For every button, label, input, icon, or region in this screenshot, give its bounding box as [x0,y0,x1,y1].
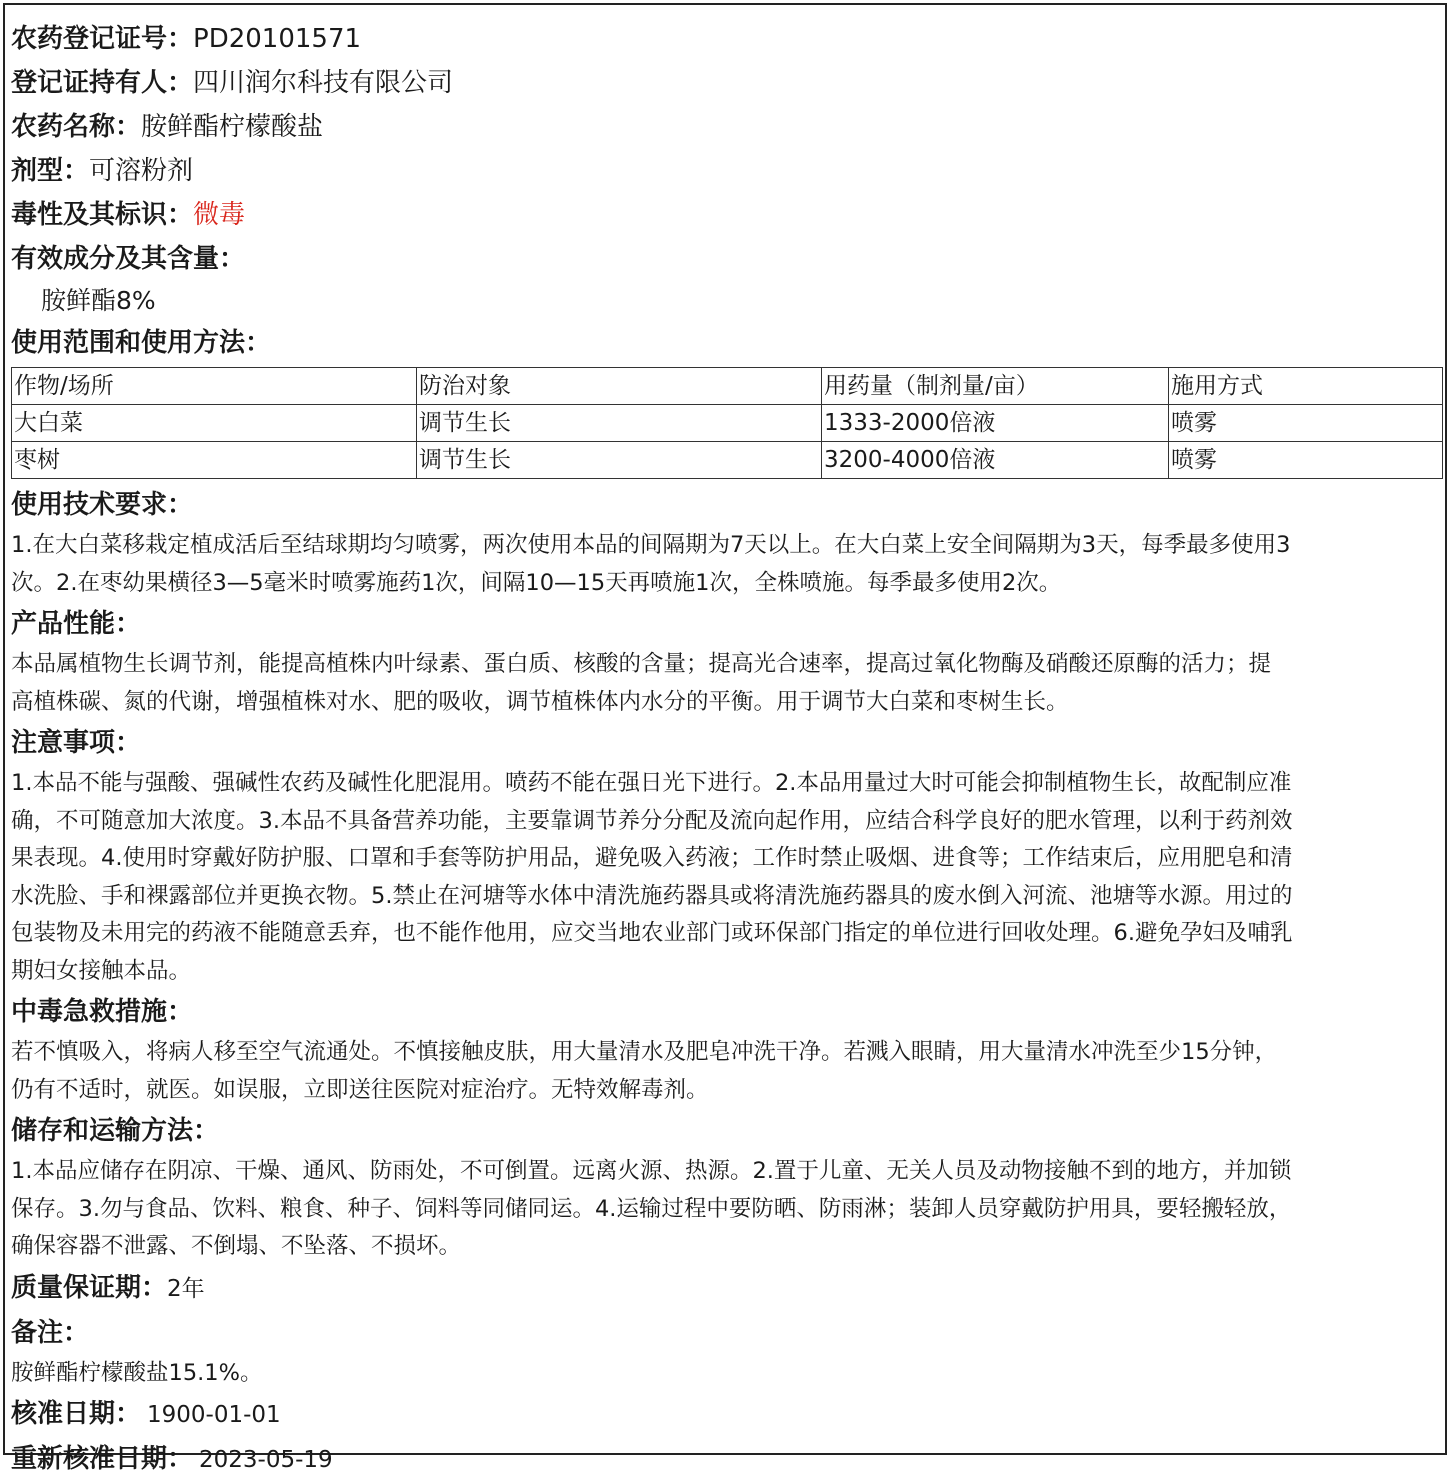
remarks-heading: 备注： [11,1317,90,1348]
certificate-holder-value: 四川润尔科技有限公司 [193,68,454,98]
storage-text [11,1153,1439,1266]
performance-heading: 产品性能： [11,609,142,639]
pesticide-name-row [11,105,1439,149]
usage-cell-dosage: 1333-2000倍液 [822,405,1169,442]
text-line: 若不慎吸入，将病人移至空气流通处。不慎接触皮肤，用大量清水及肥皂冲洗干净。若溅入眼睛，用大量清水冲洗至少15分钟， [11,1039,1278,1065]
usage-heading: 使用范围和使用方法： [11,328,272,358]
shelf-life-label: 质量保证期： [11,1272,168,1303]
formulation-row [11,149,1439,193]
usage-header-dosage: 用药量（制剂量/亩） [822,368,1169,405]
performance-text [11,646,1439,721]
certificate-holder-row [11,61,1439,105]
precautions-text [11,765,1439,990]
pesticide-name-value: 胺鲜酯柠檬酸盐 [141,112,324,142]
storage-heading: 储存和运输方法： [11,1116,220,1146]
usage-header-crop: 作物/场所 [12,368,417,405]
first-aid-heading: 中毒急救措施： [11,997,194,1027]
usage-cell-crop: 枣树 [12,442,417,479]
usage-cell-method: 喷雾 [1169,442,1443,479]
formulation-value: 可溶粉剂 [89,156,194,186]
approval-date-label: 核准日期： [11,1399,142,1429]
reapproval-date-value: 2023-05-19 [199,1447,333,1473]
text-line: 确保容器不泄露、不倒塌、不坠落、不损坏。 [11,1233,462,1259]
toxicity-value: 微毒 [193,200,246,230]
usage-cell-target: 调节生长 [417,405,822,442]
approval-date-row [11,1392,1439,1437]
text-line: 1.在大白菜移栽定植成活后至结球期均匀喷雾，两次使用本品的间隔期为7天以上。在大白菜上安全间隔期为3天，每季最多使用3 [11,532,1291,558]
first-aid-text [11,1034,1439,1109]
shelf-life-row [11,1266,1439,1311]
text-line: 保存。3.勿与食品、饮料、粮食、种子、饲料等同储同运。4.运输过程中要防晒、防雨淋；装卸人员穿戴防护用具，要轻搬轻放， [11,1195,1292,1222]
toxicity-label: 毒性及其标识： [11,200,194,230]
usage-header-target: 防治对象 [417,368,822,405]
table-row [12,442,1443,479]
reapproval-date-row [11,1437,1439,1482]
formulation-label: 剂型： [11,156,90,186]
text-line: 1.本品不能与强酸、强碱性农药及碱性化肥混用。喷药不能在强日光下进行。2.本品用量过大时可能会抑制植物生长，故配制应准 [11,770,1292,796]
table-row [12,405,1443,442]
technical-requirements-text [11,527,1439,602]
text-line: 高植株碳、氮的代谢，增强植株对水、肥的吸收，调节植株体内水分的平衡。用于调节大白菜和枣树生长。 [11,688,1069,715]
pesticide-registration-document [3,3,1447,1474]
usage-header-method: 施用方式 [1169,368,1443,405]
approval-date-value: 1900-01-01 [147,1402,281,1428]
text-line: 仍有不适时，就医。如误服，立即送往医院对症治疗。无特效解毒剂。 [11,1076,709,1103]
ingredients-heading: 有效成分及其含量： [11,244,246,274]
certificate-holder-label: 登记证持有人： [11,68,194,98]
registration-number-label: 农药登记证号： [11,24,194,54]
usage-table-header-row [12,368,1443,405]
usage-table [11,367,1443,479]
registration-number-row [11,17,1439,61]
registration-number-value: PD20101571 [193,24,362,54]
text-line: 水洗脸、手和裸露部位并更换衣物。5.禁止在河塘等水体中清洗施药器具或将清洗施药器具的废水倒入河流、池塘等水源。用过的 [11,882,1293,909]
text-line: 次。2.在枣幼果横径3—5毫米时喷雾施药1次，间隔10—15天再喷施1次，全株喷施。每季最多使用2次。 [11,569,1062,596]
text-line: 果表现。4.使用时穿戴好防护服、口罩和手套等防护用品，避免吸入药液；工作时禁止吸烟、进食等；工作结束后，应用肥皂和清 [11,845,1293,871]
pesticide-name-label: 农药名称： [11,112,142,142]
text-line: 期妇女接触本品。 [11,957,192,984]
text-line: 确，不可随意加大浓度。3.本品不具备营养功能，主要靠调节养分分配及流向起作用，应结合科学良好的肥水管理，以利于药剂效 [11,807,1293,834]
remarks-text: 胺鲜酯柠檬酸盐15.1%。 [11,1359,263,1386]
toxicity-row [11,193,1439,237]
reapproval-date-label: 重新核准日期： [11,1444,194,1474]
technical-requirements-heading: 使用技术要求： [11,490,194,520]
text-line: 1.本品应储存在阴凉、干燥、通风、防雨处，不可倒置。远离火源、热源。2.置于儿童、无关人员及动物接触不到的地方，并加锁 [11,1158,1292,1184]
precautions-heading: 注意事项： [11,728,142,758]
shelf-life-value: 2年 [167,1275,205,1302]
usage-cell-method: 喷雾 [1169,405,1443,442]
usage-cell-dosage: 3200-4000倍液 [822,442,1169,479]
usage-cell-crop: 大白菜 [12,405,417,442]
text-line: 本品属植物生长调节剂，能提高植株内叶绿素、蛋白质、核酸的含量；提高光合速率，提高过氧化物酶及硝酸还原酶的活力；提 [11,651,1272,677]
text-line: 包装物及未用完的药液不能随意丢弃，也不能作他用，应交当地农业部门或环保部门指定的单位进行回收处理。6.避免孕妇及哺乳 [11,920,1293,946]
ingredients-value: 胺鲜酯8% [41,286,156,315]
usage-cell-target: 调节生长 [417,442,822,479]
